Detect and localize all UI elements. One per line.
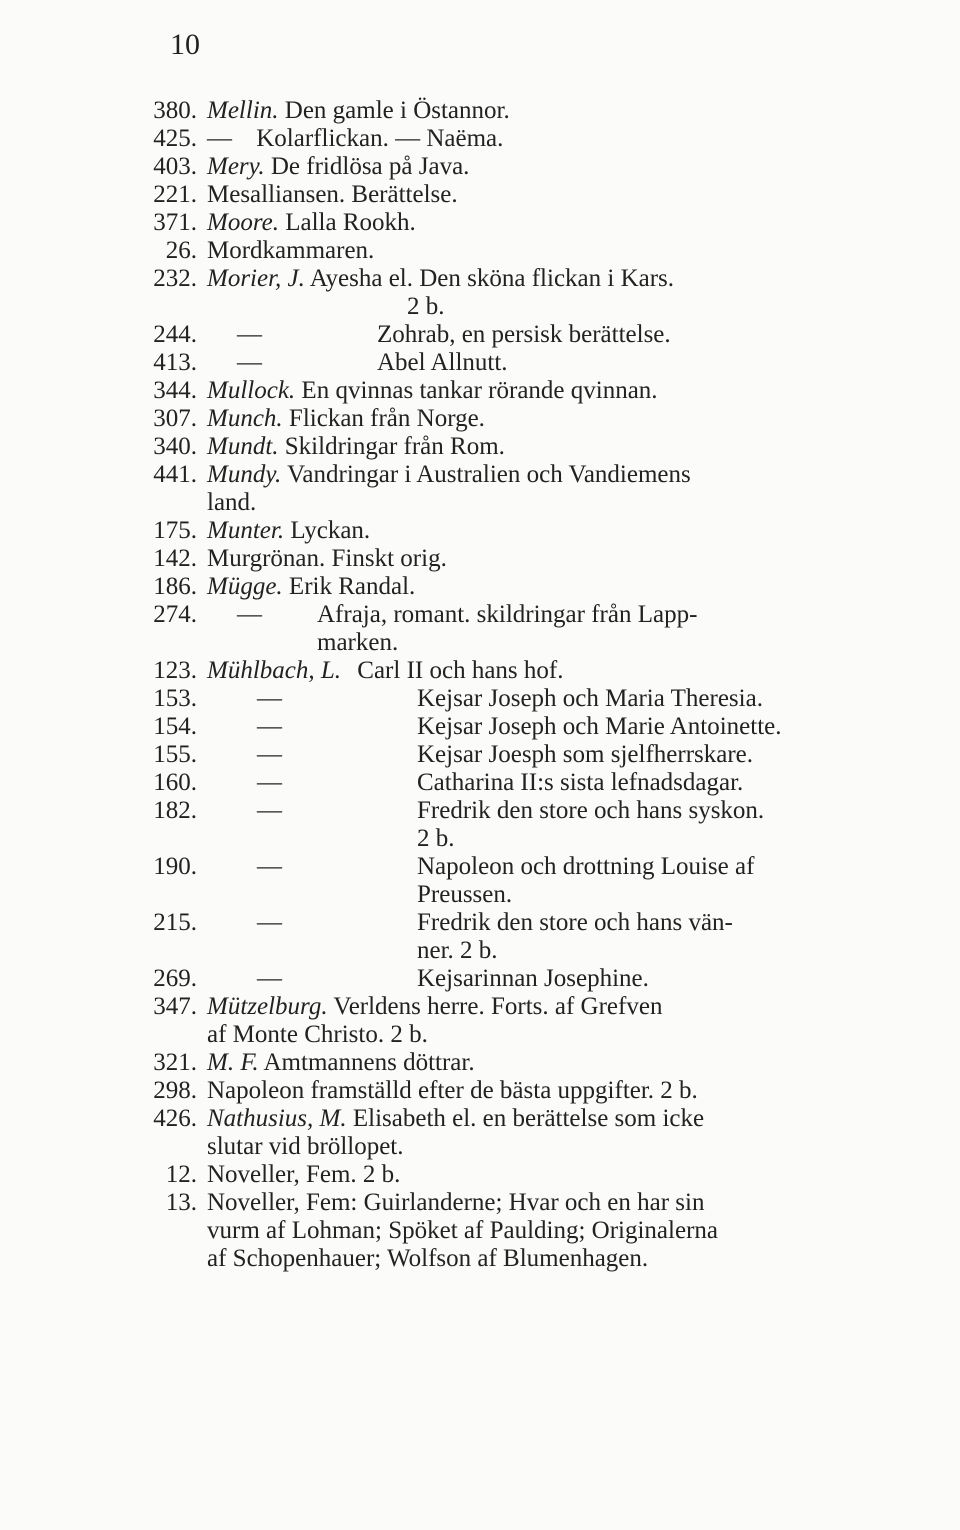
catalog-entry	[0, 993, 960, 1049]
entry-title: Fredrik den store och hans vän-	[417, 909, 733, 936]
entry-body	[207, 769, 887, 797]
entry-body	[207, 517, 887, 545]
entry-author: Mullock.	[207, 377, 296, 404]
entry-continuation: 2 b.	[417, 825, 455, 852]
entry-number: 244.	[153, 321, 197, 348]
entry-body	[207, 1189, 887, 1273]
catalog-entry	[0, 545, 960, 573]
entry-title: Catharina II:s sista lefnadsdagar.	[417, 769, 744, 796]
entry-number: 215.	[153, 909, 197, 936]
ditto-dash: —	[395, 125, 421, 152]
entry-number: 371.	[153, 209, 197, 236]
catalog-entry	[0, 1189, 960, 1273]
entry-body	[207, 601, 887, 657]
ditto-dash: —	[237, 601, 262, 628]
entry-number: 269.	[153, 965, 197, 992]
entry-number: 12.	[165, 1161, 197, 1188]
catalog-entry	[0, 433, 960, 461]
entry-title: Erik Randal.	[288, 573, 416, 600]
entry-number: 274.	[153, 601, 197, 628]
entry-body	[207, 125, 887, 153]
entry-body	[207, 1161, 887, 1189]
entry-number: 155.	[153, 741, 197, 768]
entry-number: 221.	[153, 181, 197, 208]
entry-number: 190.	[153, 853, 197, 880]
catalog-entry	[0, 741, 960, 769]
entry-author: M. F.	[207, 1049, 259, 1076]
entry-body	[207, 685, 887, 713]
entry-title: Murgrönan. Finskt orig.	[207, 545, 447, 572]
entry-body	[207, 545, 887, 573]
entry-number: 321.	[153, 1049, 197, 1076]
entry-body	[207, 349, 887, 377]
entry-title: Noveller, Fem: Guirlanderne; Hvar och en har sin	[207, 1189, 705, 1216]
catalog-entry	[0, 125, 960, 153]
entry-title: Den gamle i Östannor.	[284, 97, 510, 124]
ditto-dash: —	[257, 685, 282, 712]
entry-author: Mühlbach, L.	[207, 657, 342, 684]
catalog-entry	[0, 517, 960, 545]
entry-body	[207, 1105, 887, 1161]
page-number: 10	[170, 28, 200, 61]
entry-continuation: ner. 2 b.	[417, 937, 498, 964]
entry-title: Skildringar från Rom.	[284, 433, 505, 460]
catalog-entry	[0, 237, 960, 265]
entry-body	[207, 797, 887, 853]
ditto-dash: —	[257, 853, 282, 880]
entry-author: Mundt.	[207, 433, 279, 460]
entry-title: Kolarflickan.	[256, 125, 389, 152]
ditto-dash: —	[257, 769, 282, 796]
entry-body	[207, 237, 887, 265]
entry-number: 403.	[153, 153, 197, 180]
entry-number: 142.	[153, 545, 197, 572]
entry-number: 154.	[153, 713, 197, 740]
catalog-entry	[0, 181, 960, 209]
entry-continuation: slutar vid bröllopet.	[207, 1133, 404, 1160]
entry-body	[207, 965, 887, 993]
entry-title: Kejsar Joesph som sjelfherrskare.	[417, 741, 754, 768]
entry-author: Mellin.	[207, 97, 279, 124]
entry-title: Abel Allnutt.	[377, 349, 508, 376]
entry-continuation: land.	[207, 489, 257, 516]
entry-title: En qvinnas tankar rörande qvinnan.	[301, 377, 658, 404]
entry-author: Munch.	[207, 405, 283, 432]
entry-title: Amtmannens döttrar.	[263, 1049, 475, 1076]
catalog-entry	[0, 1105, 960, 1161]
entry-number: 426.	[153, 1105, 197, 1132]
entry-body	[207, 209, 887, 237]
catalog-entry	[0, 853, 960, 909]
entry-number: 307.	[153, 405, 197, 432]
catalog-entry	[0, 153, 960, 181]
entry-title: Zohrab, en persisk berättelse.	[377, 321, 671, 348]
entry-title: Kejsar Joseph och Marie Antoinette.	[417, 713, 782, 740]
entry-body	[207, 181, 887, 209]
entry-number: 123.	[153, 657, 197, 684]
ditto-dash: —	[207, 125, 232, 152]
entry-number: 186.	[153, 573, 197, 600]
entry-author: Mützelburg.	[207, 993, 328, 1020]
entry-number: 413.	[153, 349, 197, 376]
catalog-entry	[0, 349, 960, 377]
catalog-entry	[0, 405, 960, 433]
entry-author: Moore.	[207, 209, 279, 236]
catalog-entry	[0, 321, 960, 349]
entry-number: 153.	[153, 685, 197, 712]
entry-body	[207, 909, 887, 965]
entry-body	[207, 573, 887, 601]
entry-author: Munter.	[207, 517, 285, 544]
ditto-dash: —	[237, 321, 262, 348]
ditto-dash: —	[257, 909, 282, 936]
entry-title: Naëma.	[426, 125, 504, 152]
entry-number: 232.	[153, 265, 197, 292]
catalog-entry	[0, 573, 960, 601]
entry-body	[207, 97, 887, 125]
entry-continuation: marken.	[317, 629, 399, 656]
entry-body	[207, 321, 887, 349]
entry-number: 347.	[153, 993, 197, 1020]
entry-title: Vandringar i Australien och Vandiemens	[287, 461, 691, 488]
catalog-entry	[0, 1161, 960, 1189]
catalog-entry	[0, 209, 960, 237]
entry-title: Kejsar Joseph och Maria Theresia.	[417, 685, 763, 712]
entry-author: Mundy.	[207, 461, 282, 488]
entry-title: Napoleon och drottning Louise af	[417, 853, 755, 880]
entry-body	[207, 993, 887, 1049]
catalog-entry	[0, 377, 960, 405]
entry-number: 344.	[153, 377, 197, 404]
entry-author: Mery.	[207, 153, 265, 180]
entry-title: Verldens herre. Forts. af Grefven	[333, 993, 663, 1020]
ditto-dash: —	[257, 741, 282, 768]
ditto-dash: —	[257, 713, 282, 740]
entry-number: 13.	[165, 1189, 197, 1216]
entry-author: Mügge.	[207, 573, 283, 600]
entry-title: Lalla Rookh.	[285, 209, 416, 236]
entry-body	[207, 1077, 887, 1105]
entry-title: Mesalliansen. Berättelse.	[207, 181, 458, 208]
entry-title: Mordkammaren.	[207, 237, 375, 264]
catalog-entry	[0, 1049, 960, 1077]
entry-number: 340.	[153, 433, 197, 460]
entry-continuation: vurm af Lohman; Spöket af Paulding; Originalerna	[207, 1217, 718, 1244]
entry-continuation: 2 b.	[407, 293, 445, 320]
entry-body	[207, 461, 887, 517]
entry-number: 182.	[153, 797, 197, 824]
catalog-entry	[0, 685, 960, 713]
catalog-entry	[0, 97, 960, 125]
catalog-entry	[0, 909, 960, 965]
entry-title: Carl II och hans hof.	[357, 657, 564, 684]
entry-number: 26.	[165, 237, 197, 264]
ditto-dash: —	[257, 797, 282, 824]
entry-continuation: Preussen.	[417, 881, 513, 908]
ditto-dash: —	[237, 349, 262, 376]
entry-body	[207, 713, 887, 741]
catalog-entry	[0, 769, 960, 797]
entry-title: De fridlösa på Java.	[270, 153, 470, 180]
entry-body	[207, 433, 887, 461]
entry-number: 175.	[153, 517, 197, 544]
entry-title: Afraja, romant. skildringar från Lapp-	[317, 601, 698, 628]
catalog-entry	[0, 461, 960, 517]
catalog-entries	[0, 97, 960, 1273]
entry-body	[207, 153, 887, 181]
entry-number: 380.	[153, 97, 197, 124]
entry-body	[207, 265, 887, 321]
entry-title: Lyckan.	[290, 517, 371, 544]
entry-title: Noveller, Fem. 2 b.	[207, 1161, 401, 1188]
catalog-entry	[0, 657, 960, 685]
entry-body	[207, 405, 887, 433]
entry-number: 298.	[153, 1077, 197, 1104]
catalog-entry	[0, 797, 960, 853]
entry-title: Kejsarinnan Josephine.	[417, 965, 649, 992]
entry-title: Flickan från Norge.	[288, 405, 485, 432]
entry-body	[207, 657, 887, 685]
entry-continuation: af Schopenhauer; Wolfson af Blumenhagen.	[207, 1245, 649, 1272]
entry-title: Fredrik den store och hans syskon.	[417, 797, 765, 824]
entry-title: Elisabeth el. en berättelse som icke	[352, 1105, 705, 1132]
catalog-entry	[0, 713, 960, 741]
catalog-entry	[0, 265, 960, 321]
entry-body	[207, 377, 887, 405]
entry-body	[207, 1049, 887, 1077]
entry-number: 441.	[153, 461, 197, 488]
entry-title: Napoleon framställd efter de bästa uppgifter. 2 b.	[207, 1077, 698, 1104]
entry-body	[207, 853, 887, 909]
catalog-entry	[0, 1077, 960, 1105]
entry-title: Ayesha el. Den sköna flickan i Kars.	[309, 265, 675, 292]
entry-author: Nathusius, M.	[207, 1105, 347, 1132]
entry-number: 425.	[153, 125, 197, 152]
entry-number: 160.	[153, 769, 197, 796]
entry-continuation: af Monte Christo. 2 b.	[207, 1021, 428, 1048]
catalog-entry	[0, 601, 960, 657]
entry-author: Morier, J.	[207, 265, 305, 292]
catalog-entry	[0, 965, 960, 993]
ditto-dash: —	[257, 965, 282, 992]
entry-body	[207, 741, 887, 769]
